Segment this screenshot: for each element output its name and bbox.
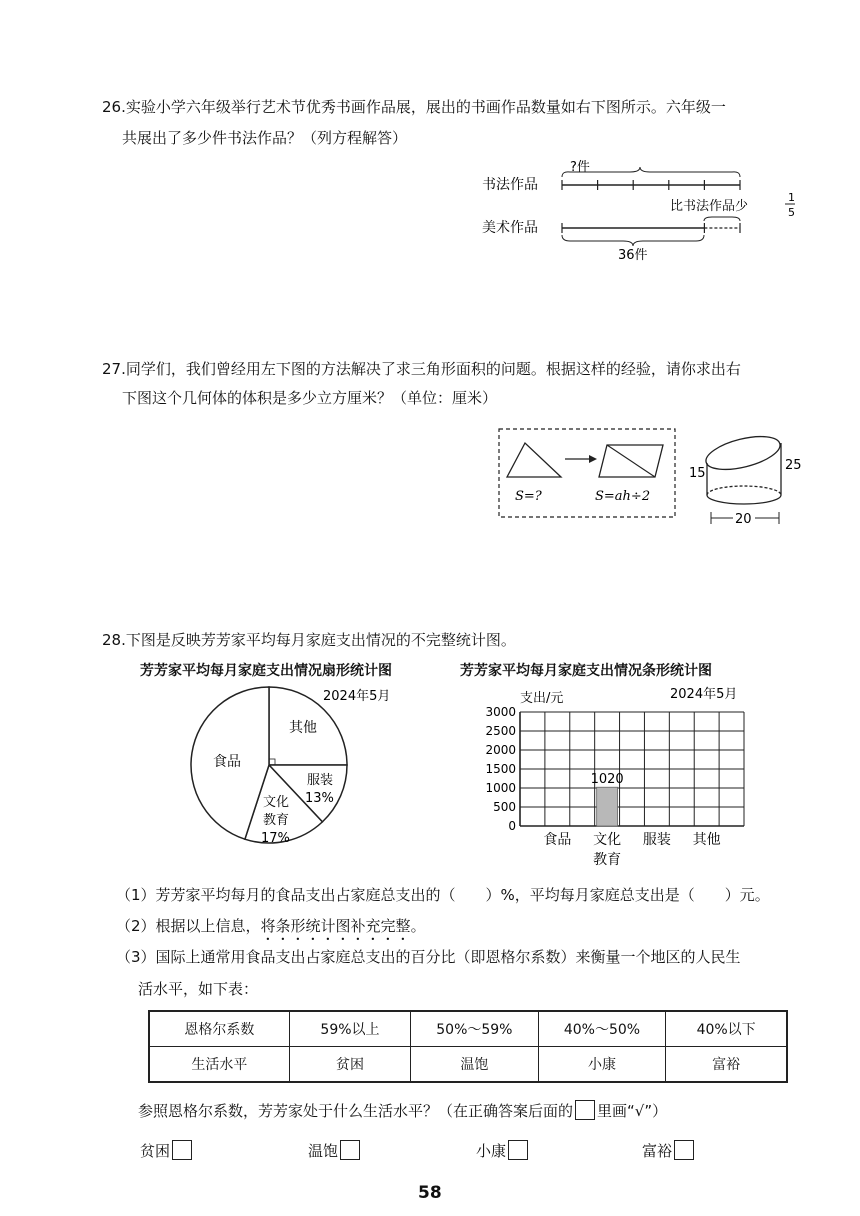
bar-ylabel: 支出/元 — [520, 691, 564, 706]
parallelogram-formula: S=ah÷2 — [595, 489, 651, 504]
engel-table — [148, 1010, 788, 1083]
bar-chart-title: 芳芳家平均每月家庭支出情况条形统计图 — [460, 663, 712, 679]
cylinder-height-left: 15 — [689, 466, 706, 481]
y-tick-label: 500 — [493, 800, 516, 814]
engel-cell: 40%以下 — [666, 1011, 787, 1047]
pie-label-edu-2: 教育 — [263, 813, 290, 828]
bar-chart — [470, 680, 770, 875]
bar-y-ticks — [485, 705, 516, 833]
fraction-numerator: 1 — [788, 191, 795, 204]
option-affluent — [642, 1140, 694, 1161]
bar-data-label: 1020 — [590, 772, 624, 788]
arrow-head — [589, 455, 597, 463]
unknown-label: ?件 — [570, 160, 590, 175]
engel-row-level — [149, 1047, 787, 1083]
x-tick-label: 其他 — [692, 832, 721, 848]
option-moderate-checkbox[interactable] — [508, 1140, 528, 1160]
option-subsistence — [308, 1140, 360, 1161]
q28-sub3-line2: 活水平，如下表： — [138, 980, 259, 998]
option-poor — [140, 1140, 192, 1161]
cylinder-diameter: 20 — [735, 512, 752, 527]
q28-sub2-prefix: （2）根据以上信息， — [116, 917, 261, 935]
y-tick-label: 2000 — [485, 743, 516, 757]
pie-label-food: 食品 — [213, 754, 241, 770]
engel-cell: 富裕 — [666, 1047, 787, 1083]
cylinder-height-right: 25 — [785, 458, 802, 473]
pie-label-edu-1: 文化 — [263, 795, 290, 810]
engel-cell: 40%～50% — [538, 1011, 666, 1047]
art-count-label: 36件 — [618, 248, 648, 263]
sample-checkbox — [575, 1100, 595, 1120]
y-tick-label: 1500 — [485, 762, 516, 776]
option-affluent-checkbox[interactable] — [674, 1140, 694, 1160]
y-tick-label: 1000 — [485, 781, 516, 795]
option-affluent-label: 富裕 — [642, 1142, 673, 1160]
option-poor-checkbox[interactable] — [172, 1140, 192, 1160]
q28-intro: 28.下图是反映芳芳家平均每月家庭支出情况的不完整统计图。 — [102, 631, 516, 649]
bar-x-labels — [543, 831, 720, 868]
compare-text: 比书法作品少 — [670, 199, 749, 214]
q28-sub2-suffix: 。 — [410, 917, 426, 935]
bar-文化教育 — [597, 787, 618, 826]
q28-question-prefix: 参照恩格尔系数，芳芳家处于什么生活水平？（在正确答案后面的 — [138, 1102, 574, 1120]
option-subsistence-checkbox[interactable] — [340, 1140, 360, 1160]
pie-chart-title: 芳芳家平均每月家庭支出情况扇形统计图 — [140, 663, 392, 679]
bar-date: 2024年5月 — [670, 687, 738, 702]
pie-date: 2024年5月 — [323, 689, 391, 704]
triangle-formula: S=? — [515, 489, 542, 504]
option-subsistence-label: 温饱 — [308, 1142, 339, 1160]
q28-question-suffix: 里画“√”） — [597, 1102, 668, 1120]
parallelogram-diagonal — [607, 445, 655, 477]
x-tick-label: 食品 — [543, 832, 572, 848]
bottom-brace — [562, 235, 704, 246]
q28-question — [138, 1097, 667, 1125]
pie-label-edu-pct: 17% — [261, 831, 290, 846]
option-poor-label: 贫困 — [140, 1142, 171, 1160]
pie-label-clothing: 服装 — [307, 773, 334, 788]
y-tick-label: 0 — [508, 819, 516, 833]
engel-cell: 温饱 — [411, 1047, 539, 1083]
engel-cell: 恩格尔系数 — [149, 1011, 289, 1047]
y-tick-label: 2500 — [485, 724, 516, 738]
q26-line2: 共展出了多少件书法作品？（列方程解答） — [122, 129, 408, 147]
engel-cell: 小康 — [538, 1047, 666, 1083]
difference-brace — [704, 217, 740, 221]
q28-sub1: （1）芳芳家平均每月的食品支出占家庭总支出的（ ）%，平均每月家庭总支出是（ ）元。 — [116, 886, 770, 904]
q27-line2: 下图这个几何体的体积是多少立方厘米？（单位：厘米） — [122, 389, 498, 407]
page-number: 58 — [418, 1183, 442, 1203]
bar-grid — [520, 712, 744, 826]
engel-cell: 59%以上 — [289, 1011, 410, 1047]
option-moderate-label: 小康 — [476, 1142, 507, 1160]
q26-line1: 26.实验小学六年级举行艺术节优秀书画作品展，展出的书画作品数量如右下图所示。六年级一 — [102, 98, 726, 116]
pie-label-clothing-pct: 13% — [305, 791, 334, 806]
x-tick-label: 服装 — [642, 832, 671, 848]
engel-cell: 生活水平 — [149, 1047, 289, 1083]
engel-cell: 贫困 — [289, 1047, 410, 1083]
bar-marks — [591, 772, 624, 826]
option-moderate — [476, 1140, 528, 1161]
q28-sub2-emphasis: 将条形统计图补充完整 — [260, 917, 411, 935]
triangle-shape — [507, 443, 561, 477]
q28-sub2 — [116, 912, 426, 944]
engel-row-coefficient — [149, 1011, 787, 1047]
x-tick-label-line2: 教育 — [593, 852, 622, 868]
pie-chart — [185, 680, 415, 860]
q28-sub3-line1: （3）国际上通常用食品支出占家庭总支出的百分比（即恩格尔系数）来衡量一个地区的人民生 — [116, 948, 741, 966]
x-tick-label: 文化 — [593, 832, 622, 848]
y-tick-label: 3000 — [485, 705, 516, 719]
q27-figures — [495, 425, 805, 535]
engel-cell: 50%～59% — [411, 1011, 539, 1047]
art-label: 美术作品 — [482, 220, 538, 236]
fraction-denominator: 5 — [788, 206, 795, 219]
slanted-cylinder — [703, 430, 784, 504]
calligraphy-label: 书法作品 — [482, 177, 538, 193]
q26-segment-diagram — [470, 155, 830, 265]
pie-label-other: 其他 — [289, 720, 317, 736]
q27-line1: 27.同学们，我们曾经用左下图的方法解决了求三角形面积的问题。根据这样的经验，请你求出右 — [102, 360, 741, 378]
